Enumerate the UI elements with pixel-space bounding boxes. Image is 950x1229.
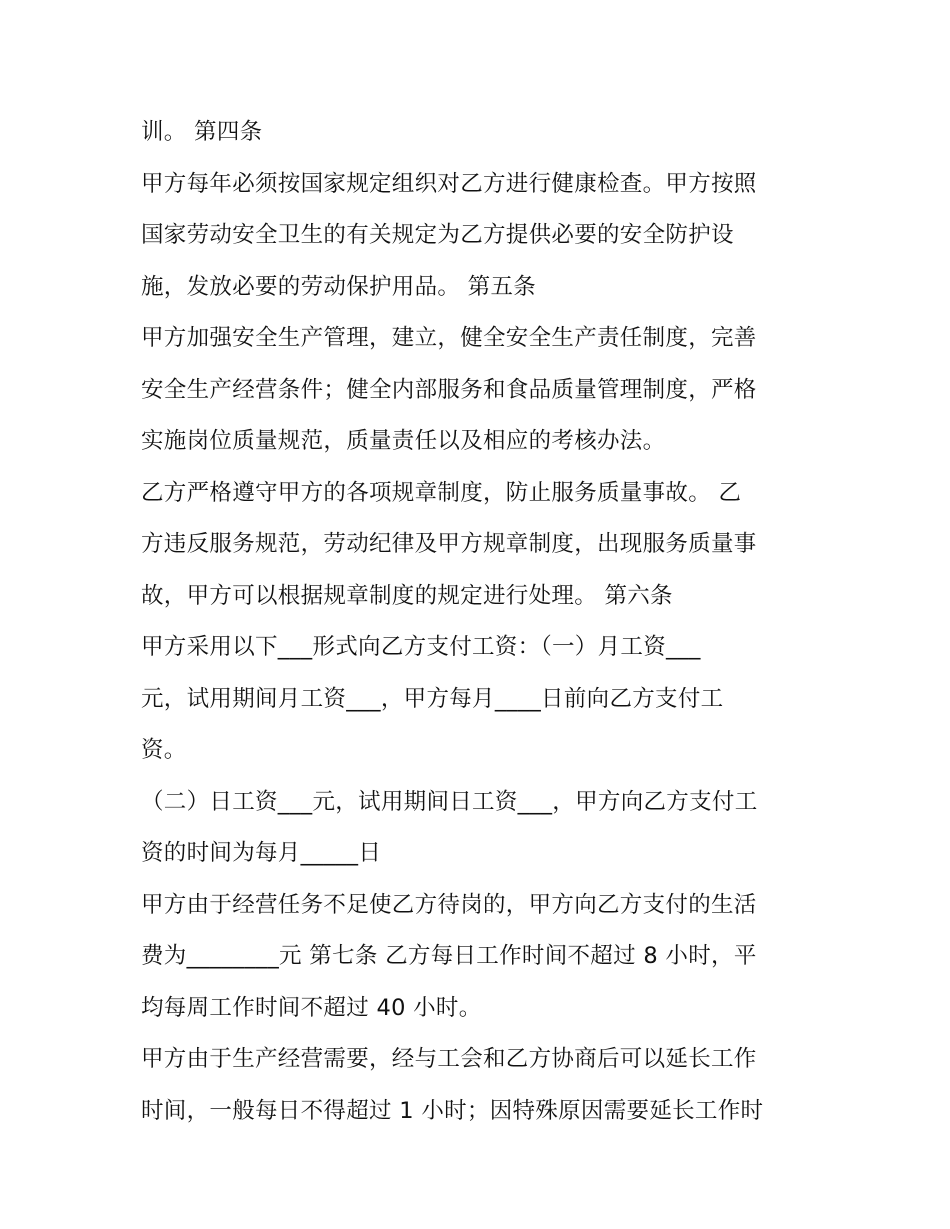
document-body	[141, 107, 821, 1137]
text-line: 资的时间为每月_____日	[141, 840, 382, 866]
text-line: 国家劳动安全卫生的有关规定为乙方提供必要的安全防护设	[141, 222, 734, 248]
text-line: 施，发放必要的劳动保护用品。 第五条	[141, 273, 537, 300]
text-line: 元，试用期间月工资___，甲方每月____日前向乙方支付工	[141, 685, 724, 712]
text-line: 费为________元 第七条 乙方每日工作时间不超过 8 小时，平	[141, 943, 757, 969]
text-line: 时间，一般每日不得超过 1 小时；因特殊原因需要延长工作时	[141, 1097, 764, 1124]
text-line: 训。 第四条	[141, 119, 263, 145]
text-line: 乙方严格遵守甲方的各项规章制度，防止服务质量事故。 乙	[141, 479, 742, 506]
text-line: 安全生产经营条件；健全内部服务和食品质量管理制度，严格	[141, 376, 757, 403]
text-line: 甲方加强安全生产管理，建立，健全安全生产责任制度，完善	[141, 325, 757, 351]
text-line: （二）日工资___元，试用期间日工资___，甲方向乙方支付工	[141, 788, 758, 815]
text-line: 甲方每年必须按国家规定组织对乙方进行健康检查。甲方按照	[141, 170, 757, 197]
text-line: 均每周工作时间不超过 40 小时。	[141, 994, 482, 1021]
text-line: 甲方采用以下___形式向乙方支付工资：（一）月工资___	[141, 634, 701, 660]
text-line: 方违反服务规范，劳动纪律及甲方规章制度，出现服务质量事	[141, 531, 757, 557]
text-line: 资。	[141, 737, 187, 763]
text-line: 故，甲方可以根据规章制度的规定进行处理。 第六条	[141, 582, 673, 609]
text-line: 实施岗位质量规范，质量责任以及相应的考核办法。	[141, 428, 666, 454]
text-line: 甲方由于经营任务不足使乙方待岗的，甲方向乙方支付的生活	[141, 891, 757, 918]
text-line: 甲方由于生产经营需要，经与工会和乙方协商后可以延长工作	[141, 1046, 757, 1072]
